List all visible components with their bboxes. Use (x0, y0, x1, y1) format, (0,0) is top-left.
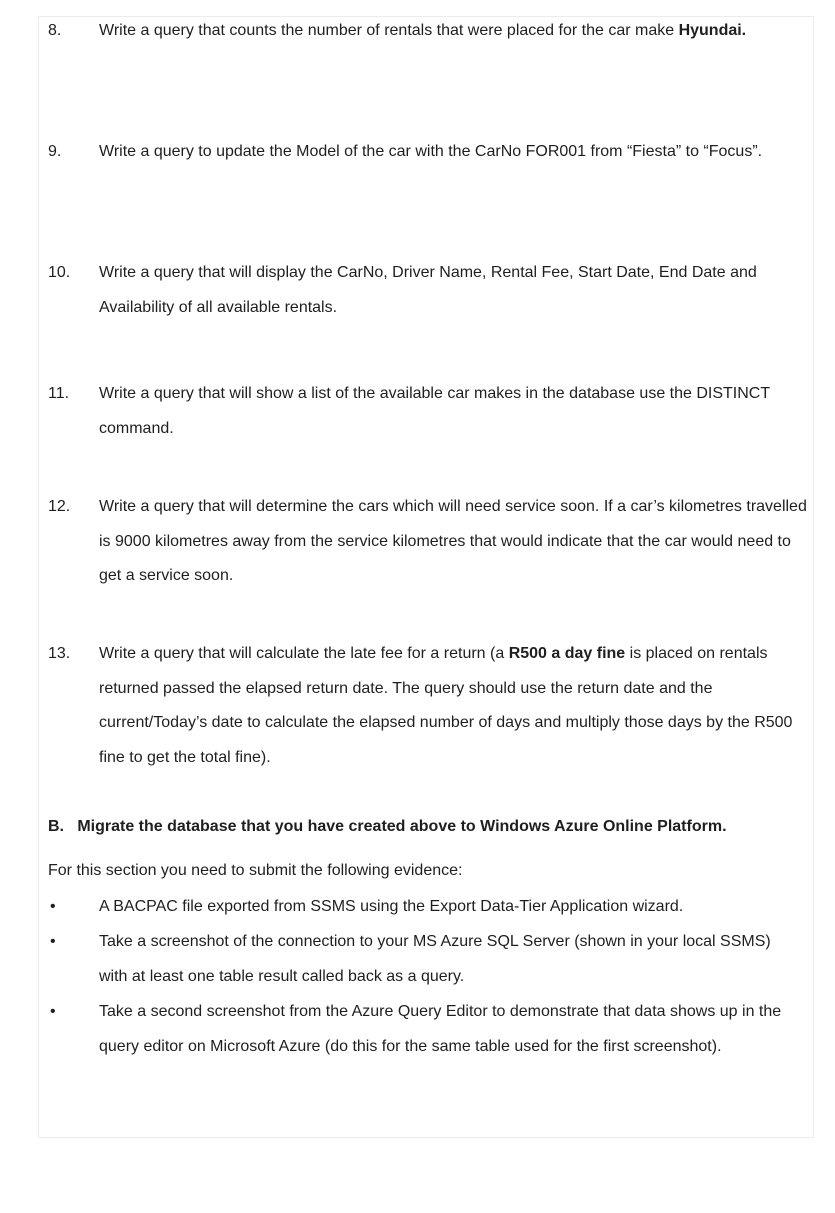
question-number: 10. (48, 264, 71, 281)
bullet-icon: • (50, 1003, 56, 1020)
emphasis-text: Hyundai. (678, 22, 747, 39)
list-item-text: A BACPAC file exported from SSMS using the Export Data-Tier Application wizard. (99, 898, 684, 915)
question-text: Write a query that will calculate the late fee for a return (a R500 a day fine is placed on rentals returned passed the elapsed return date. The query should use the return date and the current/Today’s date to calculate the elapsed number of days and multiply those days by the R500 fine to get the total fine). (99, 645, 793, 766)
section-b-heading: B. Migrate the database that you have created above to Windows Azure Online Platform. (48, 818, 727, 835)
list-item-text: Take a screenshot of the connection to your MS Azure SQL Server (shown in your local SSMS) with at least one table result called back as a query. (99, 933, 771, 985)
question-number: 8. (48, 22, 62, 39)
question-text: Write a query that will show a list of the available car makes in the database use the DISTINCT command. (99, 385, 770, 437)
bullet-icon: • (50, 898, 56, 915)
question-text: Write a query to update the Model of the car with the CarNo FOR001 from “Fiesta” to “Focus”. (99, 143, 763, 160)
question-number: 11. (48, 385, 70, 402)
question-number: 13. (48, 645, 71, 662)
question-text: Write a query that will display the CarNo, Driver Name, Rental Fee, Start Date, End Date and Availability of all available rentals. (99, 264, 757, 316)
question-text: Write a query that will determine the cars which will need service soon. If a car’s kilometres travelled is 9000 kilometres away from the service kilometres that would indicate that the car would need to get a service soon. (99, 498, 807, 584)
question-number: 12. (48, 498, 71, 515)
question-text: Write a query that counts the number of rentals that were placed for the car make Hyundai. (99, 22, 747, 39)
bullet-icon: • (50, 933, 56, 950)
emphasis-text: R500 a day fine (508, 645, 626, 662)
list-item-text: Take a second screenshot from the Azure Query Editor to demonstrate that data shows up in the query editor on Microsoft Azure (do this for the same table used for the first screenshot). (99, 1003, 782, 1055)
section-b-intro: For this section you need to submit the following evidence: (48, 862, 463, 879)
question-number: 9. (48, 143, 62, 160)
